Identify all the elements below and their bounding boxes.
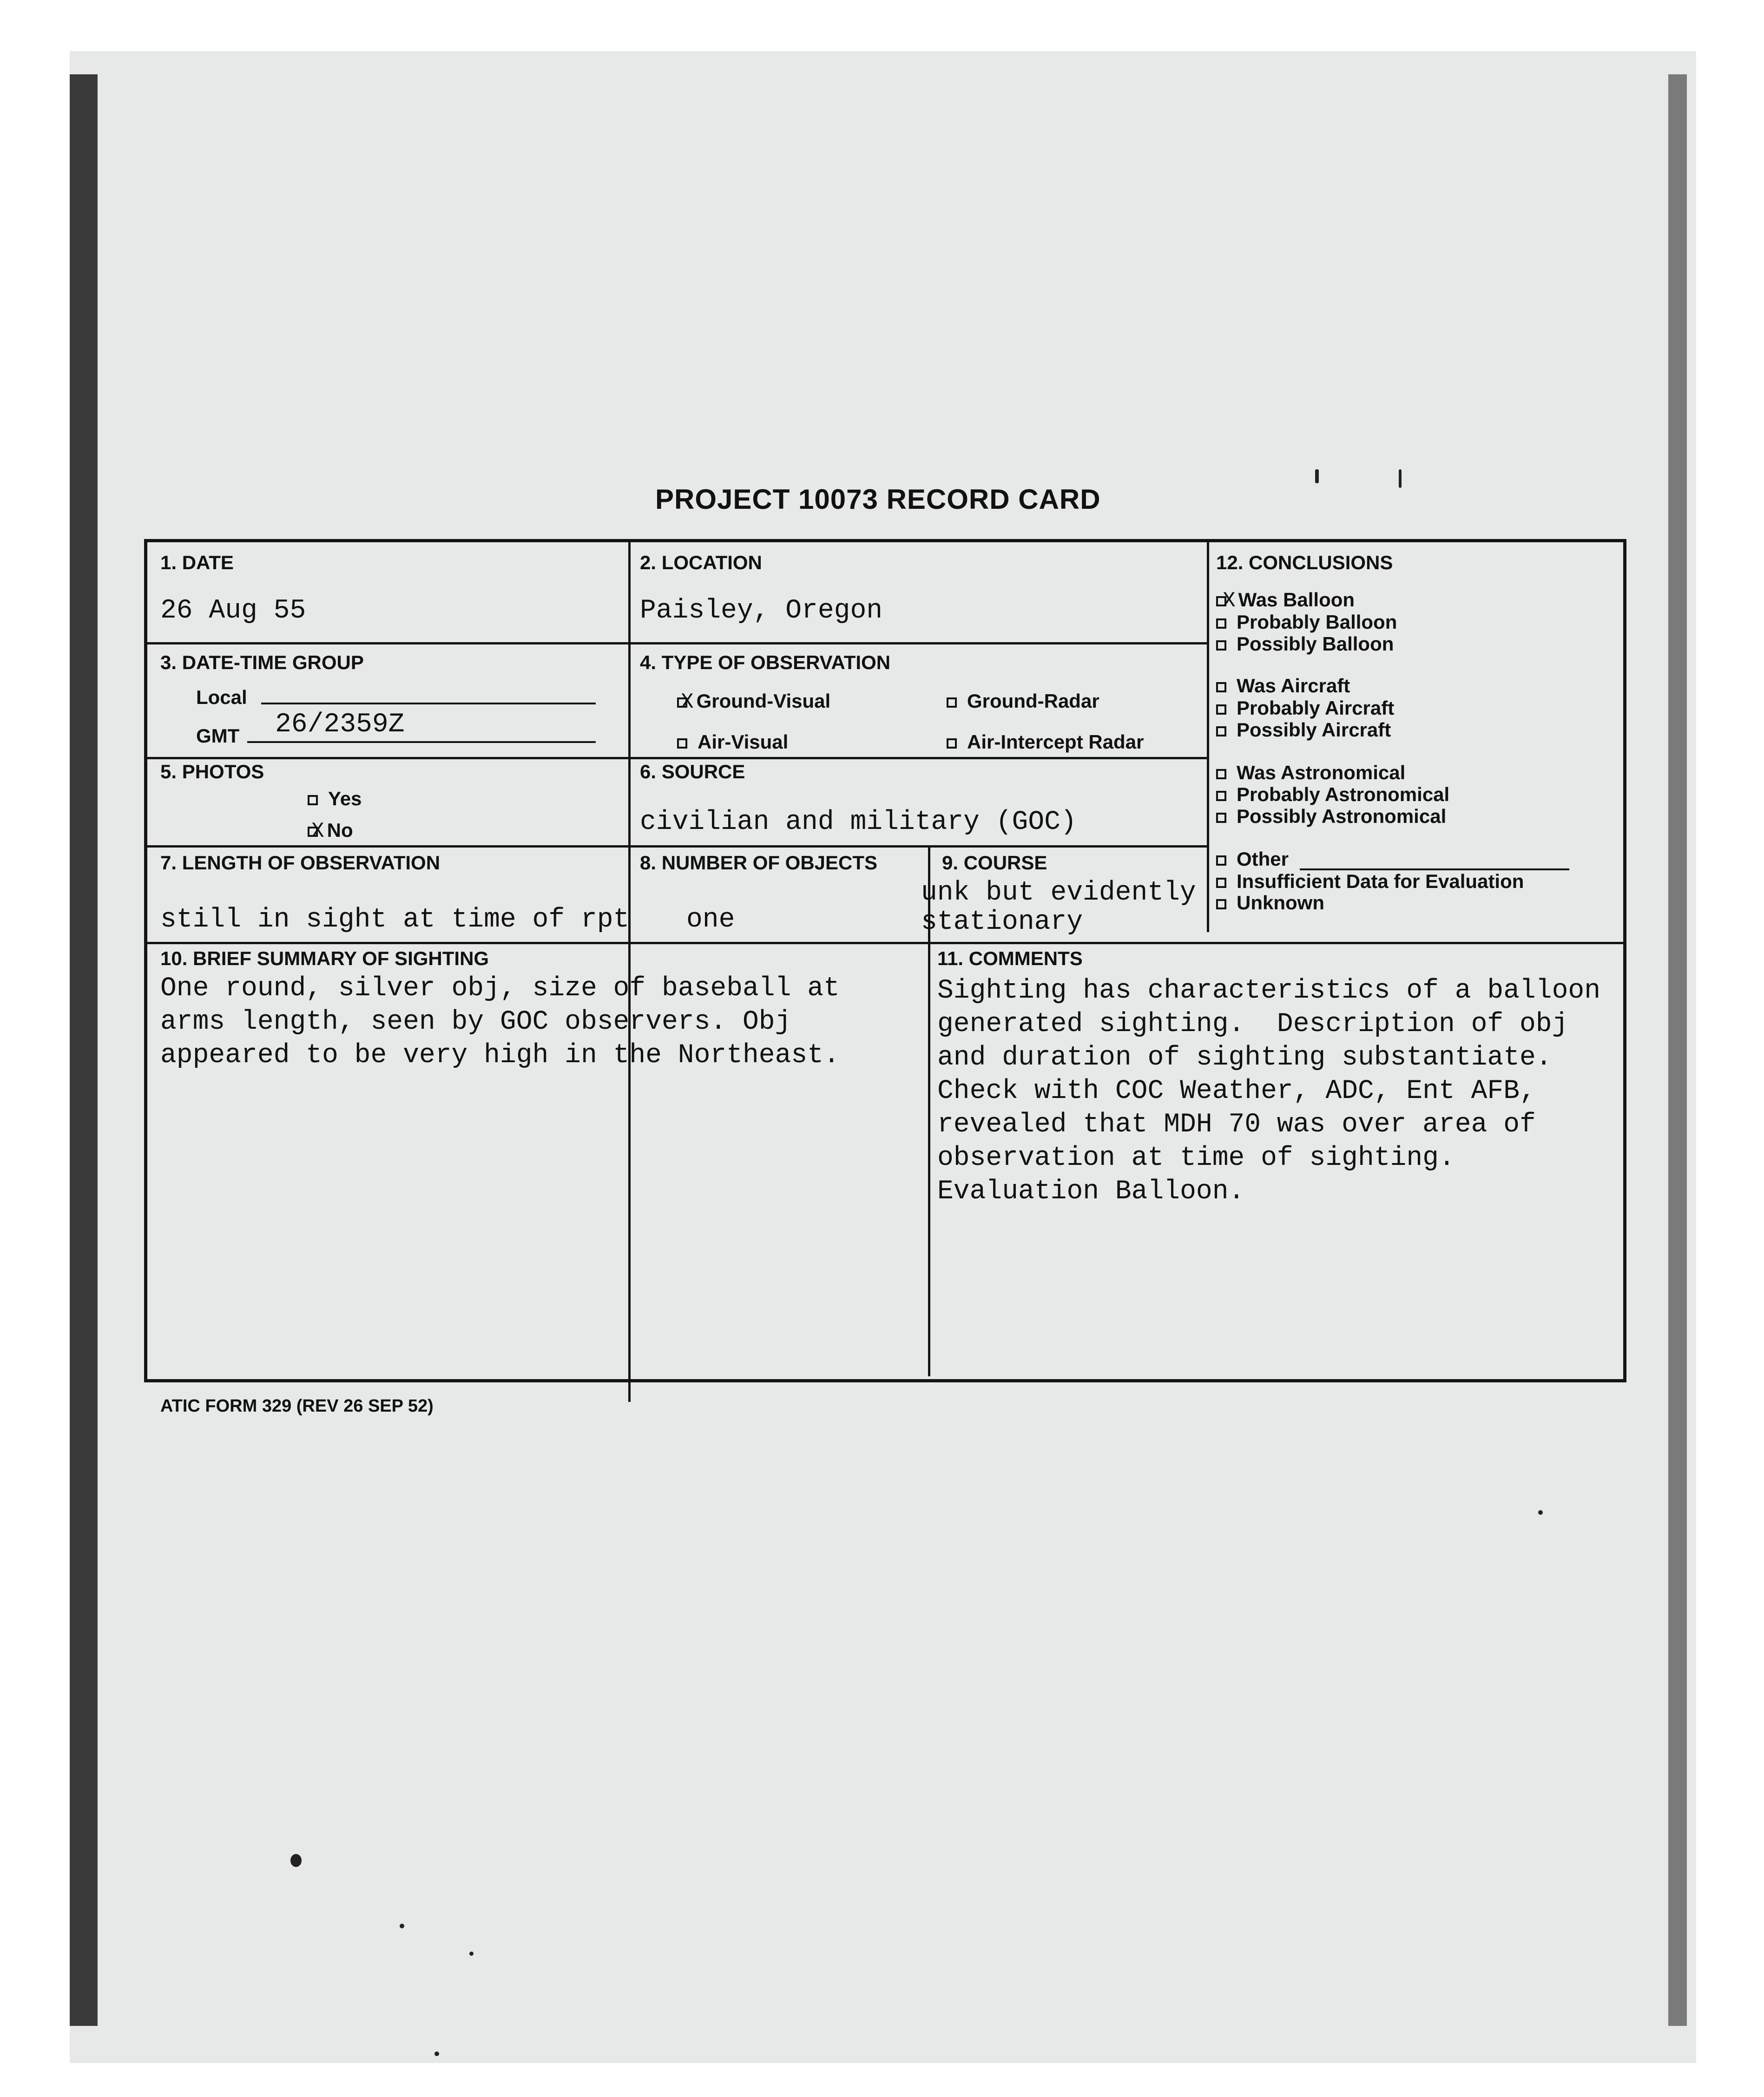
checkbox-icon — [947, 738, 957, 749]
conclusion-label: Possibly Aircraft — [1237, 719, 1391, 741]
checked-mark: X — [681, 690, 694, 714]
conclusion-label: Probably Balloon — [1237, 611, 1397, 633]
option-label: Ground-Visual — [696, 690, 831, 712]
course-line-1: unk but evidently — [921, 878, 1196, 908]
checkbox-icon — [1216, 704, 1226, 715]
conclusion-possibly-aircraft — [1216, 719, 1391, 741]
conclusion-label: Possibly Astronomical — [1237, 805, 1447, 827]
speck — [400, 1924, 404, 1928]
conclusion-probably-balloon — [1216, 611, 1397, 633]
checked-mark: X — [311, 819, 324, 843]
conclusion-possibly-balloon — [1216, 633, 1394, 655]
comments-text: Sighting has characteristics of a balloon generated sighting. Description of obj and duration of sighting substantiate. Check with COC Weather, ADC, Ent AFB, revealed that MDH 70 was over area of observation at time of sighting. Evaluation Balloon. — [937, 976, 1601, 1207]
conclusion-label: Insufficient Data for Evaluation — [1237, 870, 1524, 892]
divider-h4 — [147, 942, 1623, 944]
date-time-group-label: 3. DATE-TIME GROUP — [160, 651, 364, 673]
summary-text: One round, silver obj, size of baseball at arms length, seen by GOC observers. Obj appeared to be very high in the Northeast. — [160, 973, 840, 1071]
divider-v2 — [1207, 542, 1209, 932]
course-label: 9. COURSE — [942, 852, 1047, 874]
speck — [1399, 469, 1402, 488]
conclusion-other — [1216, 848, 1289, 870]
photos-yes-option — [308, 788, 362, 810]
conclusion-was-astronomical — [1216, 762, 1405, 784]
course-line-2: stationary — [921, 907, 1083, 937]
conclusion-label: Possibly Balloon — [1237, 633, 1394, 655]
form-footer: ATIC FORM 329 (REV 26 SEP 52) — [160, 1396, 434, 1416]
conclusion-unknown — [1216, 892, 1324, 914]
length-label: 7. LENGTH OF OBSERVATION — [160, 852, 441, 874]
air-visual-option — [677, 731, 788, 753]
date-value: 26 Aug 55 — [160, 596, 306, 626]
gmt-underline — [247, 741, 596, 743]
speck — [290, 1854, 302, 1867]
local-underline — [261, 703, 596, 704]
objects-value: one — [686, 905, 735, 935]
divider-h3 — [147, 845, 1209, 848]
checkbox-icon — [1216, 855, 1226, 866]
divider-h1 — [147, 642, 1209, 644]
observation-type-label: 4. TYPE OF OBSERVATION — [640, 651, 891, 673]
source-value: civilian and military (GOC) — [640, 807, 1077, 837]
ground-visual-option — [677, 690, 830, 714]
conclusion-probably-aircraft — [1216, 697, 1394, 719]
checkbox-icon — [1216, 899, 1226, 909]
conclusion-was-aircraft — [1216, 675, 1350, 697]
conclusion-label: Unknown — [1237, 892, 1324, 914]
gmt-label: GMT — [196, 725, 240, 747]
gmt-value: 26/2359Z — [275, 710, 405, 740]
checkbox-icon — [1216, 726, 1226, 736]
card-title: PROJECT 10073 RECORD CARD — [655, 484, 1101, 515]
divider-h2 — [147, 757, 1209, 759]
air-intercept-radar-option — [947, 731, 1144, 753]
speck — [469, 1952, 474, 1956]
objects-label: 8. NUMBER OF OBJECTS — [640, 852, 878, 874]
checkbox-icon — [1216, 791, 1226, 801]
option-label: No — [327, 819, 353, 841]
photos-no-option — [308, 819, 353, 843]
checkbox-icon — [1216, 640, 1226, 651]
checkbox-icon — [1216, 769, 1226, 779]
conclusion-label: Was Balloon — [1238, 589, 1355, 611]
checkbox-icon — [677, 738, 687, 749]
location-value: Paisley, Oregon — [640, 596, 883, 626]
photos-label: 5. PHOTOS — [160, 761, 264, 782]
conclusion-possibly-astronomical — [1216, 805, 1446, 828]
conclusion-insufficient-data — [1216, 870, 1524, 893]
checkbox-icon — [1216, 682, 1226, 692]
checkbox-icon — [947, 697, 957, 708]
option-label: Air-Intercept Radar — [967, 731, 1144, 753]
film-edge-right — [1668, 74, 1687, 2026]
summary-label: 10. BRIEF SUMMARY OF SIGHTING — [160, 947, 489, 969]
checkbox-icon — [308, 795, 318, 805]
conclusion-label: Was Astronomical — [1237, 762, 1406, 783]
option-label: Yes — [328, 788, 362, 809]
film-edge-left — [70, 74, 98, 2026]
comments-label: 11. COMMENTS — [937, 947, 1083, 969]
checked-mark: X — [1223, 589, 1236, 613]
conclusion-label: Was Aircraft — [1237, 675, 1350, 697]
checkbox-icon — [1216, 813, 1226, 823]
location-label: 2. LOCATION — [640, 552, 762, 573]
conclusion-label: Probably Aircraft — [1237, 697, 1395, 719]
conclusion-probably-astronomical — [1216, 783, 1449, 806]
conclusion-label: Probably Astronomical — [1237, 783, 1450, 805]
date-label: 1. DATE — [160, 552, 234, 573]
record-card — [144, 539, 1626, 1382]
speck — [1538, 1510, 1543, 1515]
conclusions-label: 12. CONCLUSIONS — [1216, 552, 1393, 573]
length-value: still in sight at time of rpt — [160, 905, 630, 935]
ground-radar-option — [947, 690, 1099, 712]
speck — [434, 2051, 439, 2056]
conclusion-label: Other — [1237, 848, 1289, 870]
checkbox-icon — [1216, 618, 1226, 629]
checkbox-icon — [1216, 878, 1226, 888]
conclusion-was-balloon — [1216, 589, 1355, 613]
option-label: Ground-Radar — [967, 690, 1099, 712]
speck — [1315, 469, 1319, 483]
option-label: Air-Visual — [698, 731, 789, 753]
source-label: 6. SOURCE — [640, 761, 745, 782]
local-label: Local — [196, 686, 247, 708]
